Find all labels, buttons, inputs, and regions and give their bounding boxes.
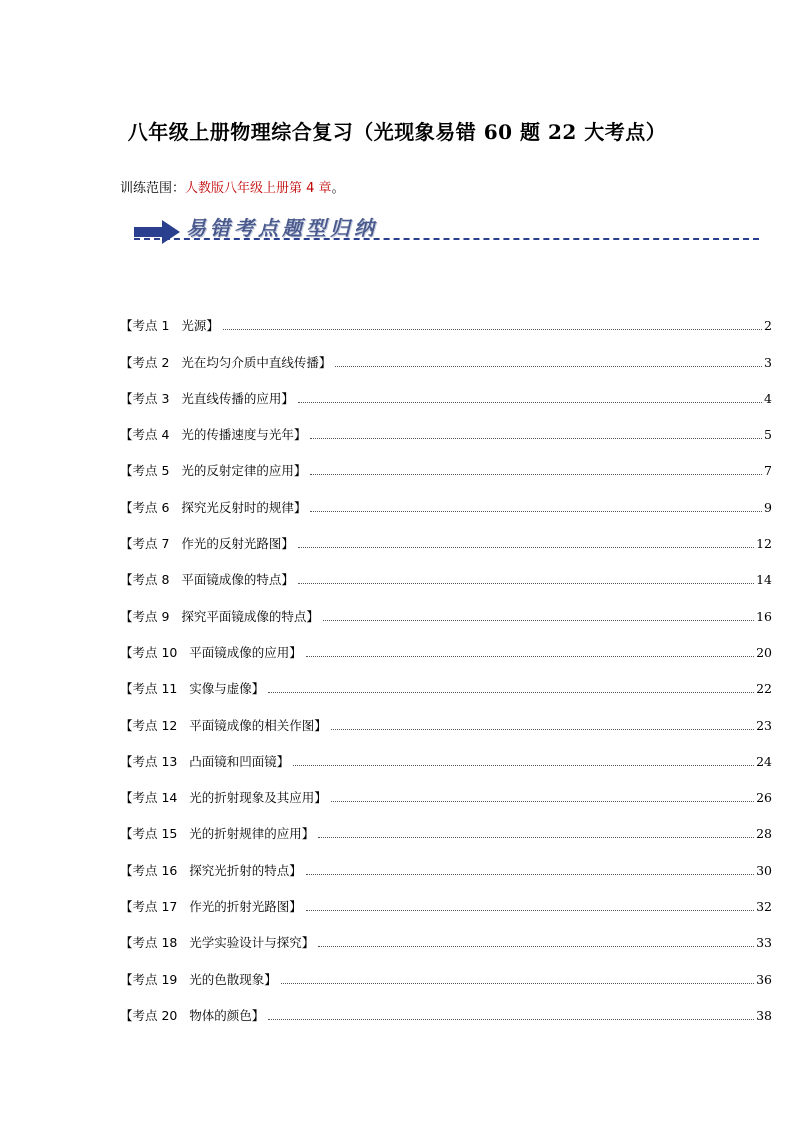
toc-dot-leader [306,874,754,875]
toc-entry-label: 【考点 16 探究光折射的特点】 [120,862,302,878]
toc-entry-label: 【考点 2 光在均匀介质中直线传播】 [120,354,332,370]
toc-entry-page-number: 23 [756,717,772,733]
toc-dot-leader [310,474,762,475]
training-range [120,177,345,196]
toc-entry-page-number: 3 [764,354,772,370]
toc-entry-label: 【考点 4 光的传播速度与光年】 [120,427,307,443]
toc-entry[interactable] [120,515,772,551]
training-range-suffix: 。 [331,181,345,196]
toc-entry-label: 【考点 3 光直线传播的应用】 [120,390,294,406]
toc-entry-page-number: 9 [764,499,772,515]
toc-entry[interactable] [120,987,772,1023]
toc-dot-leader [331,801,754,802]
toc-entry[interactable] [120,333,772,369]
toc-entry-page-number: 33 [756,935,772,951]
toc-dot-leader [298,583,754,584]
toc-entry[interactable] [120,587,772,623]
toc-entry-label: 【考点 13 凸面镜和凹面镜】 [120,753,290,769]
toc-entry-page-number: 32 [756,899,772,915]
toc-entry[interactable] [120,660,772,696]
right-arrow-icon [134,220,180,244]
toc-entry-label: 【考点 1 光源】 [120,318,219,334]
table-of-contents [120,297,772,1023]
toc-dot-leader [306,656,754,657]
toc-entry-label: 【考点 10 平面镜成像的应用】 [120,644,302,660]
toc-entry[interactable] [120,370,772,406]
toc-entry-page-number: 16 [756,608,772,624]
toc-dot-leader [310,438,762,439]
toc-entry-page-number: 22 [756,681,772,697]
toc-dot-leader [318,946,754,947]
toc-entry-page-number: 24 [756,753,772,769]
document-title: 八年级上册物理综合复习（光现象易错 60 题 22 大考点） [127,120,667,144]
toc-entry-label: 【考点 18 光学实验设计与探究】 [120,935,315,951]
toc-entry[interactable] [120,442,772,478]
toc-entry-label: 【考点 14 光的折射现象及其应用】 [120,790,327,806]
toc-entry-page-number: 36 [756,971,772,987]
toc-entry-page-number: 4 [764,390,772,406]
toc-entry-label: 【考点 20 物体的颜色】 [120,1007,265,1023]
toc-entry[interactable] [120,696,772,732]
toc-entry-page-number: 12 [756,536,772,552]
training-range-value: 人教版八年级上册第 4 章 [185,181,332,196]
toc-entry[interactable] [120,733,772,769]
toc-dot-leader [293,765,754,766]
toc-entry-page-number: 38 [756,1007,772,1023]
toc-entry[interactable] [120,841,772,877]
toc-entry-label: 【考点 19 光的色散现象】 [120,971,277,987]
toc-entry-label: 【考点 5 光的反射定律的应用】 [120,463,307,479]
toc-dot-leader [306,910,754,911]
toc-dot-leader [323,620,754,621]
toc-entry-label: 【考点 7 作光的反射光路图】 [120,536,294,552]
toc-entry-page-number: 30 [756,862,772,878]
training-range-label: 训练范围： [120,181,186,196]
toc-entry[interactable] [120,406,772,442]
toc-dot-leader [298,547,754,548]
banner-title: 易错考点题型归纳 [186,216,378,240]
toc-entry-label: 【考点 12 平面镜成像的相关作图】 [120,717,327,733]
toc-dot-leader [310,511,762,512]
toc-entry-page-number: 26 [756,790,772,806]
toc-entry[interactable] [120,950,772,986]
banner-divider [134,238,759,240]
toc-entry[interactable] [120,478,772,514]
toc-dot-leader [318,837,754,838]
toc-entry-label: 【考点 8 平面镜成像的特点】 [120,572,294,588]
toc-entry-page-number: 14 [756,572,772,588]
toc-entry[interactable] [120,878,772,914]
toc-dot-leader [223,329,762,330]
toc-entry-label: 【考点 6 探究光反射时的规律】 [120,499,307,515]
toc-entry-label: 【考点 9 探究平面镜成像的特点】 [120,608,319,624]
toc-entry-page-number: 5 [764,427,772,443]
toc-dot-leader [335,366,762,367]
toc-entry-page-number: 20 [756,644,772,660]
toc-entry-page-number: 2 [764,318,772,334]
toc-dot-leader [268,692,754,693]
section-banner [134,212,759,246]
toc-entry-label: 【考点 15 光的折射规律的应用】 [120,826,315,842]
toc-entry[interactable] [120,769,772,805]
toc-entry[interactable] [120,805,772,841]
toc-entry[interactable] [120,551,772,587]
toc-entry-label: 【考点 17 作光的折射光路图】 [120,899,302,915]
toc-dot-leader [298,402,762,403]
toc-entry[interactable] [120,914,772,950]
toc-entry[interactable] [120,297,772,333]
toc-entry-page-number: 28 [756,826,772,842]
toc-entry-label: 【考点 11 实像与虚像】 [120,681,265,697]
toc-dot-leader [281,983,754,984]
toc-dot-leader [331,729,754,730]
toc-entry[interactable] [120,624,772,660]
toc-entry-page-number: 7 [764,463,772,479]
toc-dot-leader [268,1019,754,1020]
